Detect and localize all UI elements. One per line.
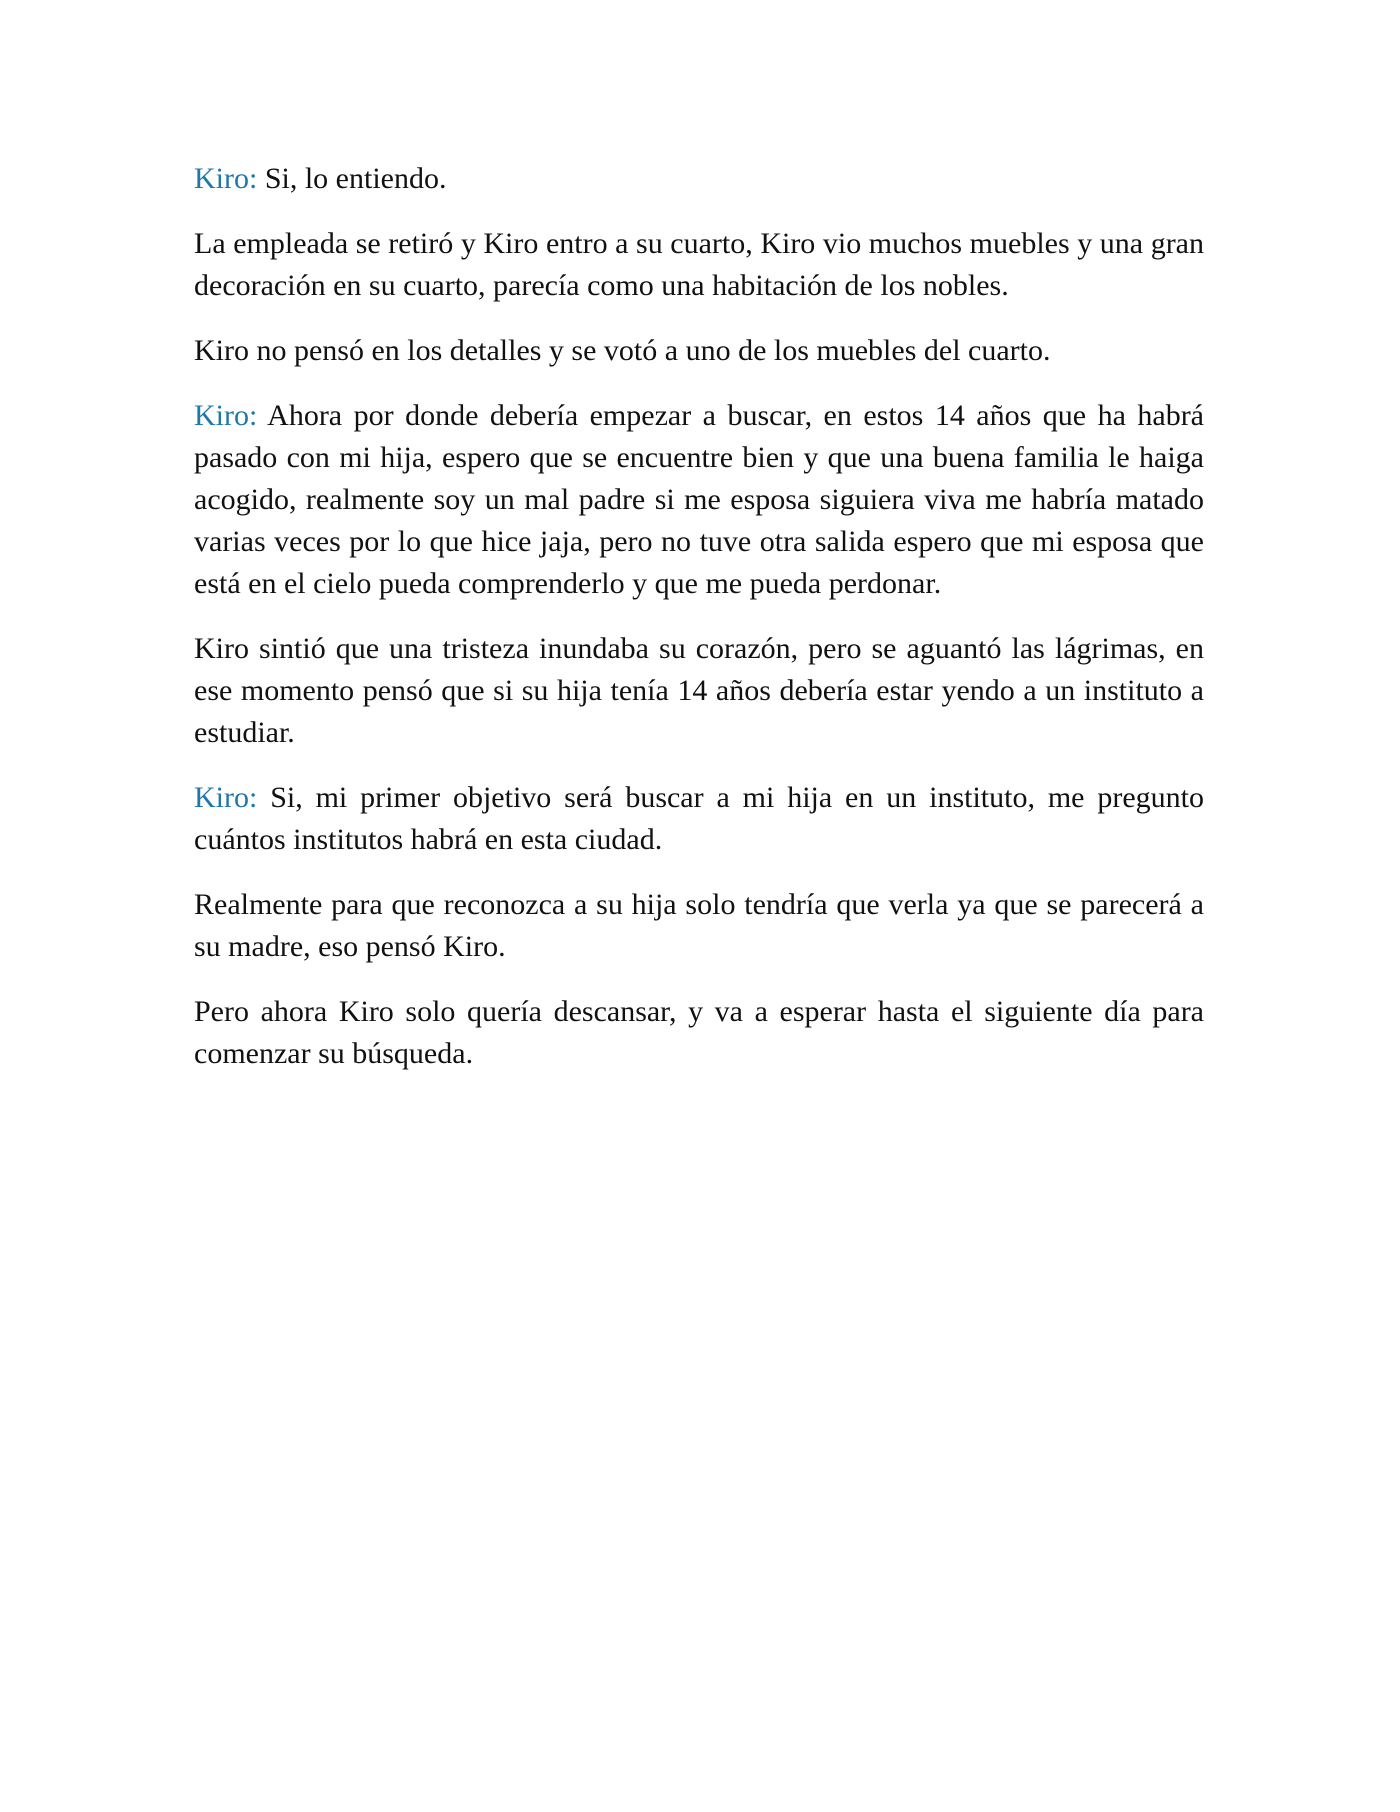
narration-text: Pero ahora Kiro solo quería descansar, y va a esperar hasta el siguiente día para comenzar su búsqueda. [194, 995, 1204, 1070]
dialogue-text: Ahora por donde debería empezar a buscar, en estos 14 años que ha habrá pasado con mi hija, espero que se encuentre bien y que una buena familia le haiga acogido, realmente soy un mal padre si me esposa siguiera viva me habría matado varias veces por lo que hice jaja, pero no tuve otra salida espero que mi esposa que está en el cielo pueda comprenderlo y que me pueda perdonar. [194, 399, 1204, 600]
narration-text: Kiro sintió que una tristeza inundaba su corazón, pero se aguantó las lágrimas, en ese momento pensó que si su hija tenía 14 años debería estar yendo a un instituto a estudiar. [194, 632, 1204, 749]
narration-paragraph [194, 884, 1204, 968]
dialogue-paragraph [194, 777, 1204, 861]
narration-paragraph [194, 628, 1204, 754]
speaker-label: Kiro: [194, 399, 258, 432]
narration-text: La empleada se retiró y Kiro entro a su cuarto, Kiro vio muchos muebles y una gran decoración en su cuarto, parecía como una habitación de los nobles. [194, 227, 1204, 302]
dialogue-text: Si, lo entiendo. [257, 162, 447, 195]
narration-paragraph [194, 330, 1204, 372]
dialogue-text: Si, mi primer objetivo será buscar a mi hija en un instituto, me pregunto cuántos institutos habrá en esta ciudad. [194, 781, 1204, 856]
dialogue-paragraph [194, 395, 1204, 605]
speaker-label: Kiro: [194, 162, 258, 195]
narration-paragraph [194, 223, 1204, 307]
story-text [194, 158, 1204, 1098]
speaker-label: Kiro: [194, 781, 258, 814]
dialogue-paragraph [194, 158, 1204, 200]
narration-text: Kiro no pensó en los detalles y se votó a uno de los muebles del cuarto. [194, 334, 1051, 367]
narration-paragraph [194, 991, 1204, 1075]
narration-text: Realmente para que reconozca a su hija solo tendría que verla ya que se parecerá a su madre, eso pensó Kiro. [194, 888, 1204, 963]
